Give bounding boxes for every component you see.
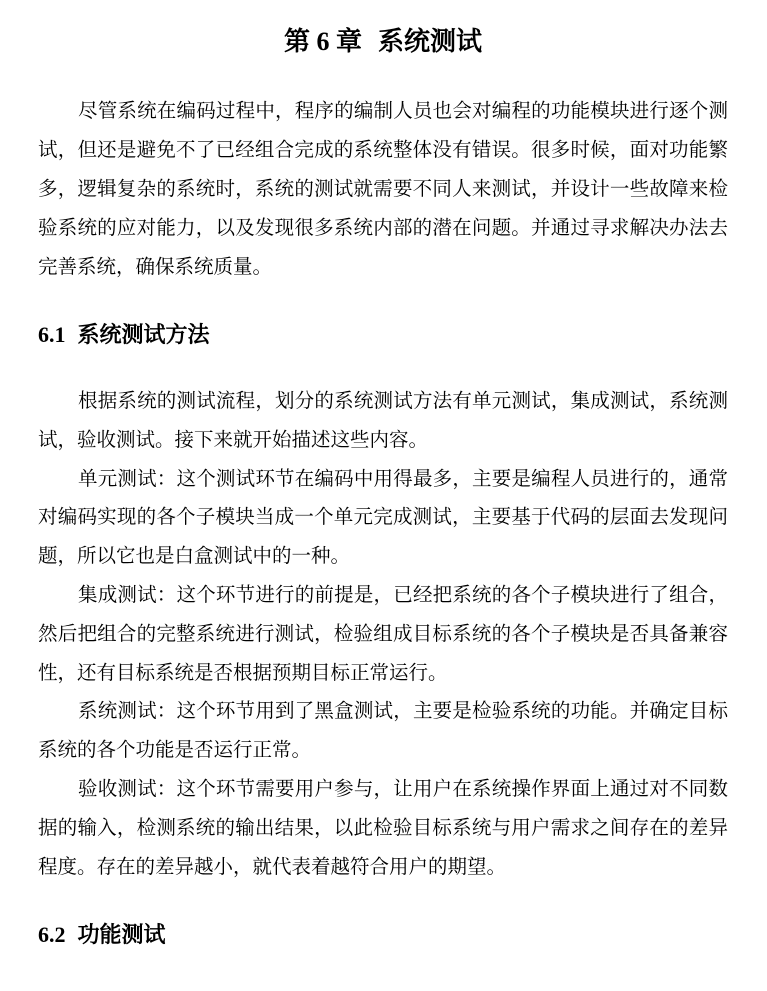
paragraph-system-testing: [38, 693, 728, 771]
chapter-title: 系统测试: [378, 27, 483, 56]
paragraph-line: 试，但还是避免不了已经组合完成的系统整体没有错误。很多时候，面对功能繁: [38, 140, 728, 161]
paragraph-integration-testing: [38, 577, 728, 693]
section-number: 6.2: [38, 922, 66, 948]
paragraph-intro: [38, 92, 728, 287]
paragraph-line: 单元测试：这个测试环节在编码中用得最多，主要是编程人员进行的，通常: [78, 468, 728, 490]
paragraph-line: 系统测试：这个环节用到了黑盒测试，主要是检验系统的功能。并确定目标: [78, 701, 728, 723]
section-heading-6-1: [38, 315, 728, 355]
paragraph-line: 程度。存在的差异越小，就代表着越符合用户的期望。: [38, 856, 507, 878]
section-heading-6-2: [38, 915, 728, 955]
paragraph-line: 尽管系统在编码过程中，程序的编制人员也会对编程的功能模块进行逐个测: [78, 101, 728, 122]
paragraph-line: 多，逻辑复杂的系统时，系统的测试就需要不同人来测试，并设计一些故障来检: [38, 179, 728, 200]
paragraph-line: 性，还有目标系统是否根据预期目标正常运行。: [38, 662, 448, 684]
paragraph-line: 然后把组合的完整系统进行测试，检验组成目标系统的各个子模块是否具备兼容: [38, 623, 728, 645]
section-body-6-1: [38, 383, 728, 887]
paragraph-line: 验系统的应对能力，以及发现很多系统内部的潜在问题。并通过寻求解决办法去: [38, 218, 728, 239]
chapter-heading: [38, 0, 728, 62]
paragraph-line: 验收测试：这个环节需要用户参与，让用户在系统操作界面上通过对不同数: [78, 778, 728, 800]
paragraph-acceptance-testing: [38, 771, 728, 887]
paragraph-line: 试，验收测试。接下来就开始描述这些内容。: [38, 429, 429, 451]
paragraph-line: 对编码实现的各个子模块当成一个单元完成测试，主要基于代码的层面去发现问: [38, 507, 728, 529]
section-title: 系统测试方法: [77, 322, 210, 347]
paragraph-unit-testing: [38, 461, 728, 577]
paragraph-line: 题，所以它也是白盒测试中的一种。: [38, 546, 351, 568]
chapter-label: 第 6 章: [283, 27, 362, 56]
paragraph-line: 系统的各个功能是否运行正常。: [38, 740, 312, 762]
paragraph-line: 集成测试：这个环节进行的前提是，已经把系统的各个子模块进行了组合，: [78, 584, 728, 606]
section-number: 6.1: [38, 322, 66, 347]
paragraph-line: 完善系统，确保系统质量。: [38, 257, 273, 278]
paragraph-methods-overview: [38, 383, 728, 461]
paragraph-line: 据的输入，检测系统的输出结果，以此检验目标系统与用户需求之间存在的差异: [38, 817, 728, 839]
paragraph-line: 根据系统的测试流程，划分的系统测试方法有单元测试，集成测试，系统测: [78, 391, 728, 412]
section-title: 功能测试: [77, 922, 166, 948]
